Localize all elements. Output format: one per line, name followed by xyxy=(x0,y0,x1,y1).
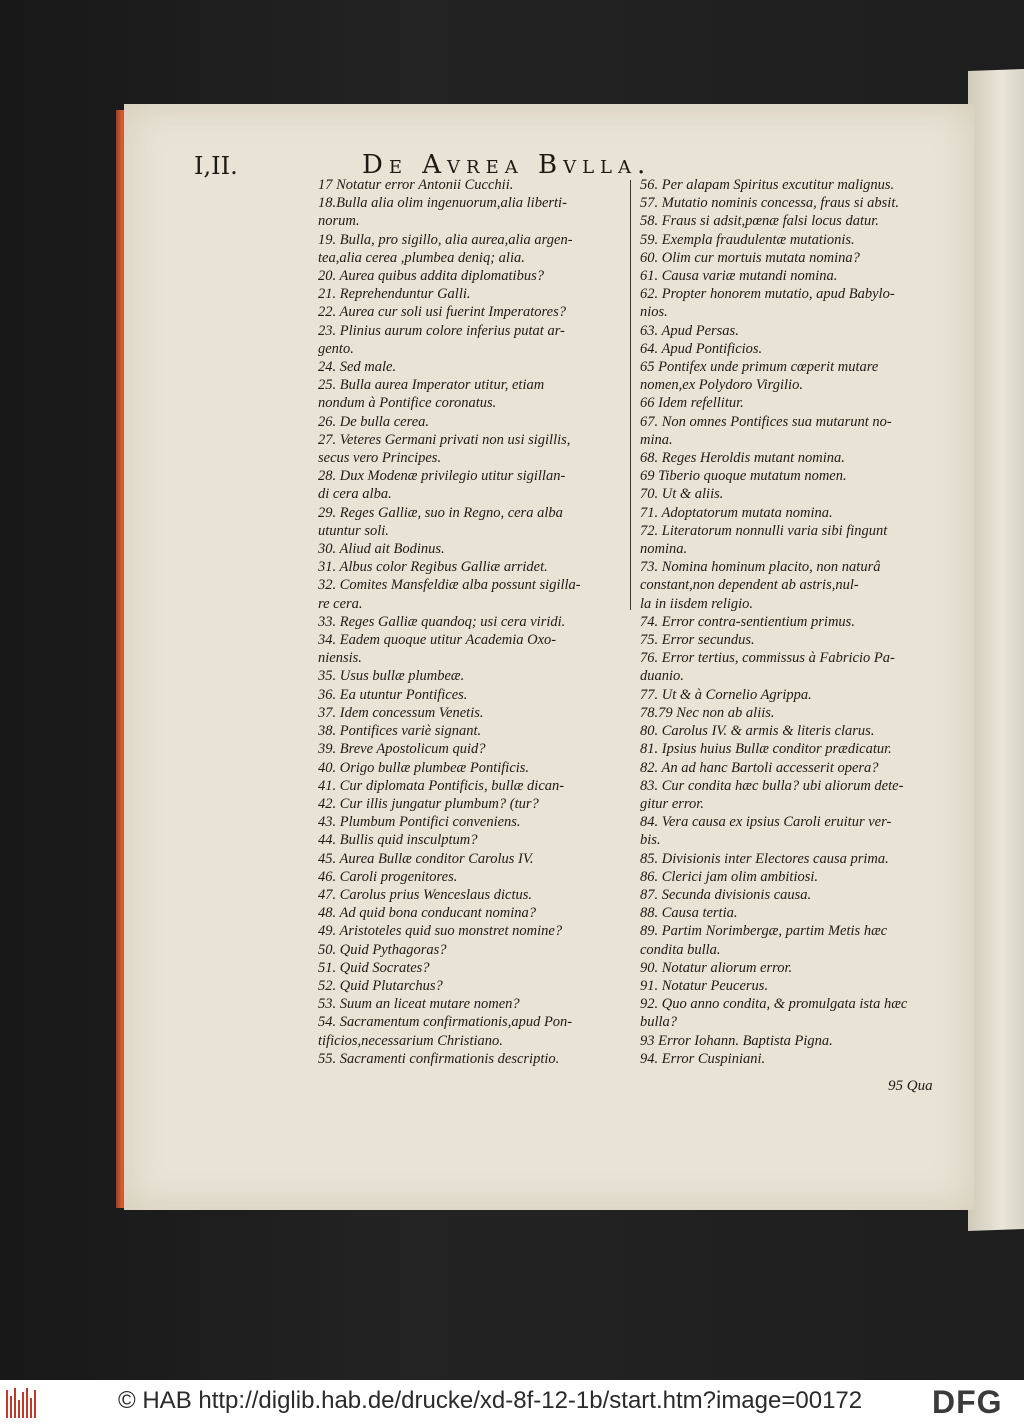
index-entry: 46. Caroli progenitores. xyxy=(318,868,458,885)
index-entry: 40. Origo bullæ plumbeæ Pontificis. xyxy=(318,759,530,776)
index-entry: 36. Ea utuntur Pontifices. xyxy=(318,686,468,703)
index-entry: 39. Breve Apostolicum quid? xyxy=(318,741,486,758)
index-entry: 85. Divisionis inter Electores causa prima. xyxy=(640,850,889,867)
index-entry: 28. Dux Modenæ privilegio utitur sigillan- xyxy=(318,468,566,485)
index-entry: 61. Causa variæ mutandi nomina. xyxy=(640,268,838,285)
index-entry: 42. Cur illis jungatur plumbum? (tur? xyxy=(318,795,539,812)
index-entry: 30. Aliud ait Bodinus. xyxy=(318,541,445,558)
copyright-link[interactable]: © HAB http://diglib.hab.de/drucke/xd-8f-12-1b/start.htm?image=00172 xyxy=(118,1387,863,1414)
index-entry: 31. Albus color Regibus Galliæ arridet. xyxy=(318,559,548,576)
index-entry: 35. Usus bullæ plumbeæ. xyxy=(318,668,465,685)
index-entry: 49. Aristoteles quid suo monstret nomine? xyxy=(318,923,563,940)
index-entry: 25. Bulla aurea Imperator utitur, etiam xyxy=(318,377,545,394)
index-entry: 29. Reges Galliæ, suo in Regno, cera alba xyxy=(318,504,563,521)
index-entry: 56. Per alapam Spiritus excutitur malignus. xyxy=(640,177,895,193)
index-entry: 72. Literatorum nonnulli varia sibi fingunt xyxy=(640,522,888,539)
index-entry: 37. Idem concessum Venetis. xyxy=(318,704,484,721)
index-entry: 48. Ad quid bona conducant nomina? xyxy=(318,905,537,922)
index-entry: 70. Ut & aliis. xyxy=(640,486,724,503)
index-entry: 43. Plumbum Pontifici conveniens. xyxy=(318,814,521,831)
index-entry: mina. xyxy=(640,431,673,448)
folio-number: I,II. xyxy=(194,152,238,180)
index-entry: 18.Bulla alia olim ingenuorum,alia liberti- xyxy=(318,195,567,212)
index-entry: 75. Error secundus. xyxy=(640,632,755,649)
index-entry: secus vero Principes. xyxy=(318,450,442,467)
index-entry: 26. De bulla cerea. xyxy=(318,413,430,430)
index-entry: 84. Vera causa ex ipsius Caroli eruitur ver- xyxy=(640,814,892,831)
index-entry: 47. Carolus prius Wenceslaus dictus. xyxy=(318,886,533,903)
index-entry: nomen,ex Polydoro Virgilio. xyxy=(640,377,803,394)
index-entry: bis. xyxy=(640,832,661,849)
index-entry: utuntur soli. xyxy=(318,522,389,539)
index-entry: 82. An ad hanc Bartoli accesserit opera? xyxy=(640,759,879,776)
index-entry: 88. Causa tertia. xyxy=(640,905,738,922)
index-entry: 41. Cur diplomata Pontificis, bullæ dican- xyxy=(318,777,565,794)
index-entry: 24. Sed male. xyxy=(318,359,397,376)
index-entry: 38. Pontifices variè signant. xyxy=(318,723,482,740)
index-entry: 57. Mutatio nominis concessa, fraus si absit. xyxy=(640,195,899,212)
index-entry: bulla? xyxy=(640,1014,678,1031)
index-entry: condita bulla. xyxy=(640,941,721,958)
index-entry: constant,non dependent ab astris,nul- xyxy=(640,577,859,594)
index-entry: norum. xyxy=(318,213,360,230)
index-entry: 93 Error Iohann. Baptista Pigna. xyxy=(640,1032,833,1049)
index-entry: la in iisdem religio. xyxy=(640,595,754,612)
viewer-footer xyxy=(0,1380,1024,1424)
index-entry: 59. Exempla fraudulentæ mutationis. xyxy=(640,231,855,248)
index-entry: 71. Adoptatorum mutata nomina. xyxy=(640,504,833,521)
index-entry: 44. Bullis quid insculptum? xyxy=(318,832,478,849)
index-entry: 63. Apud Persas. xyxy=(640,322,739,339)
index-entry: 54. Sacramentum confirmationis,apud Pon- xyxy=(318,1014,573,1031)
adjacent-page-edge xyxy=(968,69,1024,1231)
index-entry: 32. Comites Mansfeldiæ alba possunt sigilla- xyxy=(318,577,581,594)
running-head: De Avrea Bvlla. xyxy=(362,150,652,180)
index-entry: 62. Propter honorem mutatio, apud Babylo- xyxy=(640,286,895,303)
index-entry: 21. Reprehenduntur Galli. xyxy=(318,286,471,303)
index-entry: 68. Reges Heroldis mutant nomina. xyxy=(640,450,845,467)
index-entry: 67. Non omnes Pontifices sua mutarunt no- xyxy=(640,413,892,430)
index-entry: gento. xyxy=(318,340,354,357)
dfg-logo: DFG xyxy=(932,1384,1003,1420)
index-entry: 51. Quid Socrates? xyxy=(318,959,430,976)
index-entry: 87. Secunda divisionis causa. xyxy=(640,886,812,903)
index-entry: 64. Apud Pontificios. xyxy=(640,340,763,357)
index-entry: 77. Ut & à Cornelio Agrippa. xyxy=(640,686,812,703)
index-entry: 92. Quo anno condita, & promulgata ista hæc xyxy=(640,996,908,1013)
index-entry: 76. Error tertius, commissus à Fabricio Pa- xyxy=(640,650,895,667)
index-column-left xyxy=(318,176,630,1068)
index-entry: tificios,necessarium Christiano. xyxy=(318,1032,503,1049)
index-entry: 80. Carolus IV. & armis & literis clarus. xyxy=(640,723,875,740)
index-entry: duanio. xyxy=(640,668,684,685)
index-entry: tea,alia cerea ,plumbea deniq; alia. xyxy=(318,249,525,266)
column-divider xyxy=(630,180,631,610)
index-entry: 94. Error Cuspiniani. xyxy=(640,1050,766,1067)
index-entry: 52. Quid Plutarchus? xyxy=(318,977,443,994)
index-entry: 22. Aurea cur soli usi fuerint Imperatores? xyxy=(318,304,566,321)
index-entry: 50. Quid Pythagoras? xyxy=(318,941,447,958)
index-entry: 86. Clerici jam olim ambitiosi. xyxy=(640,868,819,885)
index-entry: 53. Suum an liceat mutare nomen? xyxy=(318,996,520,1013)
index-entry: 58. Fraus si adsit,pœnæ falsi locus datur. xyxy=(640,213,879,230)
index-entry: 17 Notatur error Antonii Cucchii. xyxy=(318,177,514,193)
index-entry: di cera alba. xyxy=(318,486,392,503)
index-entry: 83. Cur condita hæc bulla? ubi aliorum dete- xyxy=(640,777,904,794)
index-entry: 65 Pontifex unde primum cœperit mutare xyxy=(640,359,879,376)
index-entry: 89. Partim Norimbergæ, partim Metis hæc xyxy=(640,923,888,940)
index-entry: 34. Eadem quoque utitur Academia Oxo- xyxy=(318,632,557,649)
index-entry: 90. Notatur aliorum error. xyxy=(640,959,793,976)
index-entry: re cera. xyxy=(318,595,363,612)
index-entry: 23. Plinius aurum colore inferius putat ar- xyxy=(318,322,565,339)
index-entry: 91. Notatur Peucerus. xyxy=(640,977,769,994)
index-column-right xyxy=(640,176,960,1068)
index-entry: 60. Olim cur mortuis mutata nomina? xyxy=(640,249,860,266)
index-entry: 73. Nomina hominum placito, non naturâ xyxy=(640,559,881,576)
index-entry: 78.79 Nec non ab aliis. xyxy=(640,704,775,721)
index-entry: nomina. xyxy=(640,541,688,558)
index-entry: 66 Idem refellitur. xyxy=(640,395,744,412)
index-entry: nondum à Pontifice coronatus. xyxy=(318,395,497,412)
index-entry: nios. xyxy=(640,304,668,321)
index-entry: gitur error. xyxy=(640,795,704,812)
catchword: 95 Qua xyxy=(888,1078,933,1094)
index-entry: 81. Ipsius huius Bullæ conditor prædicatur. xyxy=(640,741,892,758)
index-entry: 74. Error contra-sentientium primus. xyxy=(640,613,855,630)
index-entry: 27. Veteres Germani privati non usi sigillis, xyxy=(318,431,571,448)
index-entry: 20. Aurea quibus addita diplomatibus? xyxy=(318,268,544,285)
index-entry: 55. Sacramenti confirmationis descriptio. xyxy=(318,1050,560,1067)
hab-logo-icon xyxy=(6,1386,40,1418)
index-entry: 33. Reges Galliæ quandoq; usi cera viridi. xyxy=(318,613,566,630)
index-entry: niensis. xyxy=(318,650,362,667)
index-entry: 19. Bulla, pro sigillo, alia aurea,alia argen- xyxy=(318,231,573,248)
index-entry: 45. Aurea Bullæ conditor Carolus IV. xyxy=(318,850,534,867)
index-entry: 69 Tiberio quoque mutatum nomen. xyxy=(640,468,847,485)
